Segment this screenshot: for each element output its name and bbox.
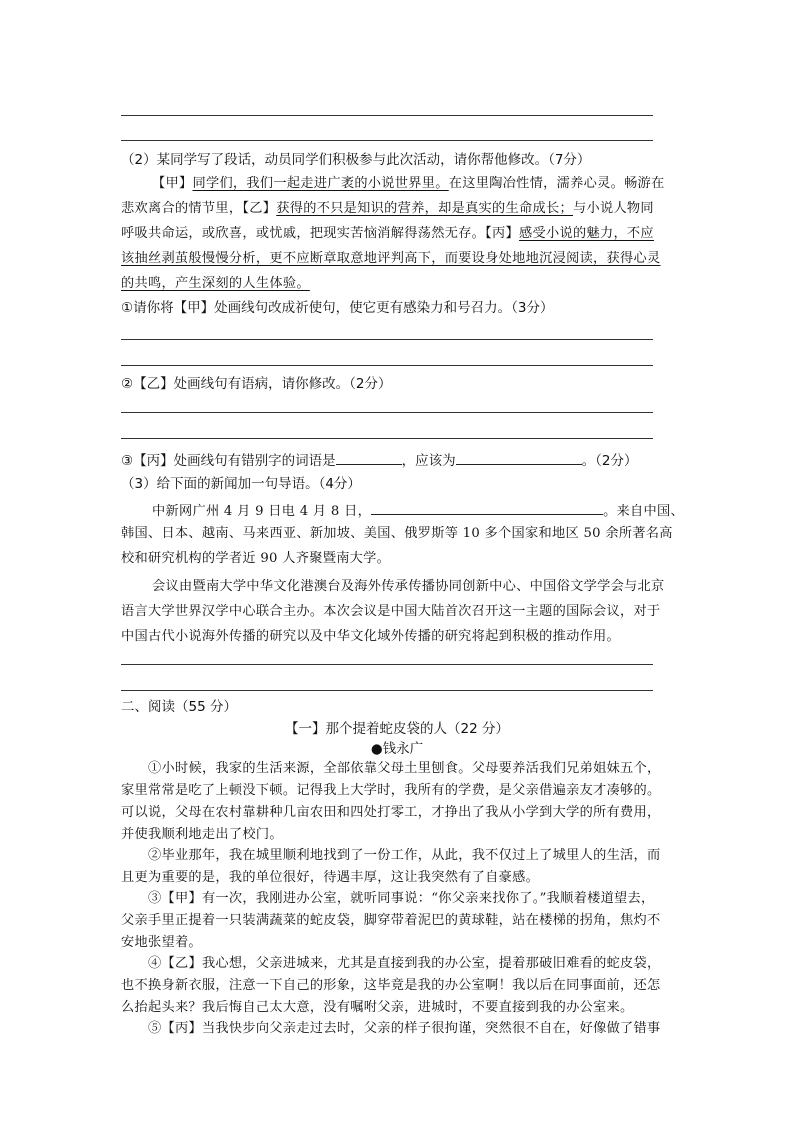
article-title: 【一】那个提着蛇皮袋的人（22 分） <box>285 721 509 737</box>
news-text: 。来自中国、 <box>603 504 684 519</box>
question-text: 。（2分） <box>581 453 638 469</box>
article-author: ●钱永广 <box>370 741 424 757</box>
answer-line[interactable] <box>121 438 653 439</box>
blank-correct-word[interactable] <box>456 450 582 465</box>
answer-line[interactable] <box>121 690 653 691</box>
news-line-5: 语言大学世界汉学中心联合主办。本次会议是中国大陆首次召开这一主题的国际会议，对于 <box>121 604 661 619</box>
paragraph-line-3 <box>121 225 654 243</box>
answer-line[interactable] <box>121 365 653 366</box>
blank-wrong-word[interactable] <box>336 450 402 465</box>
news-line-1 <box>152 500 684 521</box>
news-text: 中新网广州 4 月 9 日电 4 月 8 日， <box>152 504 372 519</box>
paragraph-4-line: ④【乙】我心想，父亲进城来，尤其是直接到我的办公室，提着那破旧难看的蛇皮袋， <box>148 956 661 971</box>
paragraph-3-line: 安地张望着。 <box>121 935 202 950</box>
blank-news-lead[interactable] <box>371 500 603 515</box>
answer-line[interactable] <box>121 140 653 141</box>
underlined-sentence-yi: 获得的不只是知识的营养，却是真实的生命成长； <box>276 201 573 216</box>
underlined-sentence-bing: 感受小说的魅力，不应 <box>519 226 654 241</box>
paragraph-1-line: ①小时候，我家的生活来源，全部依靠父母土里刨食。父母要养活我们兄弟姐妹五个， <box>148 761 661 776</box>
sub-question-1: ①请你将【甲】处画线句改成祈使句，使它更有感染力和号召力。（3分） <box>121 300 554 316</box>
news-line-6: 中国古代小说海外传播的研究以及中华文化域外传播的研究将起到积极的推动作用。 <box>121 629 621 644</box>
paragraph-4-line: 也不换身新衣服，注意一下自己的形象，这毕竟是我的办公室啊！我以后在同事面前，还怎 <box>121 978 661 993</box>
paragraph-5-line: ⑤【丙】当我快步向父亲走过去时，父亲的样子很拘谨，突然很不自在，好像做了错事 <box>148 1021 661 1036</box>
paragraph-text: 与小说人物同 <box>572 201 654 216</box>
paragraph-1-line: 并使我顺利地走出了校门。 <box>121 827 283 842</box>
answer-line[interactable] <box>121 339 653 340</box>
paragraph-3-line: 父亲手里正提着一只装满蔬菜的蛇皮袋，脚穿带着泥巴的黄球鞋，站在楼梯的拐角，焦灼不 <box>121 913 661 928</box>
news-line-2: 韩国、日本、越南、马来西亚、新加坡、美国、俄罗斯等 10 多个国家和地区 50 余所著名高 <box>121 526 673 541</box>
answer-line[interactable] <box>121 115 653 116</box>
sub-question-2: ②【乙】处画线句有语病，请你修改。（2分） <box>121 376 392 392</box>
paragraph-1-line: 可以说，父母在农村靠耕种几亩农田和四处打零工，才挣出了我从小学到大学的所有费用， <box>121 805 661 820</box>
paragraph-text: 悲欢离合的情节里，【乙】 <box>121 201 277 216</box>
question-text: ，应该为 <box>401 453 456 469</box>
paragraph-text: 的共鸣，产生深刻的人生体验。 <box>121 276 310 291</box>
paragraph-2-line: 且更为重要的是，我的单位很好，待遇丰厚，这让我突然有了自豪感。 <box>121 870 540 885</box>
paragraph-line-5 <box>121 275 310 293</box>
paragraph-line-1 <box>152 175 665 193</box>
marker-jia: 【甲】 <box>152 176 193 191</box>
paragraph-2-line: ②毕业那年，我在城里顺利地找到了一份工作，从此，我不仅过上了城里人的生活，而 <box>148 848 661 863</box>
sub-question-3 <box>121 450 637 470</box>
answer-line[interactable] <box>121 664 653 665</box>
paragraph-line-4: 该抽丝剥茧般慢慢分析，更不应断章取意地评判高下，而要设身处地地沉浸阅读，获得心灵 <box>121 251 661 266</box>
section-title: 二、阅读（55 分） <box>121 699 237 715</box>
paragraph-1-line: 家里常常是吃了上顿没下顿。记得我上大学时，我所有的学费，是父亲借遍亲友才凑够的。 <box>121 783 661 798</box>
paragraph-text: 在这里陶冶性情，濡养心灵。畅游在 <box>448 176 665 191</box>
underlined-sentence-jia: 同学们，我们一起走进广袤的小说世界里。 <box>192 176 449 191</box>
answer-line[interactable] <box>121 412 653 413</box>
paragraph-line-2 <box>121 200 654 218</box>
news-line-4: 会议由暨南大学中华文化港澳台及海外传承传播协同创新中心、中国俗文学学会与北京 <box>152 579 665 594</box>
question-2-header: （2）某同学写了段话，动员同学们积极参与此次活动，请你帮他修改。（7分） <box>121 152 591 168</box>
paragraph-text: 呼吸共命运，或欣喜，或忧戚，把现实苦恼消解得荡然无存。【丙】 <box>121 226 520 241</box>
question-3-header: （3）给下面的新闻加一句导语。（4分） <box>121 476 361 492</box>
paragraph-4-line: 么抬起头来？我后悔自己太大意，没有嘱咐父亲，进城时，不要直接到我的办公室来。 <box>121 1000 634 1015</box>
paragraph-3-line: ③【甲】有一次，我刚进办公室，就听同事说：“你父亲来找你了。”我顺着楼道望去， <box>148 891 655 906</box>
news-line-3: 校和研究机构的学者近 90 人齐聚暨南大学。 <box>121 551 391 566</box>
question-text: ③【丙】处画线句有错别字的词语是 <box>121 453 336 469</box>
